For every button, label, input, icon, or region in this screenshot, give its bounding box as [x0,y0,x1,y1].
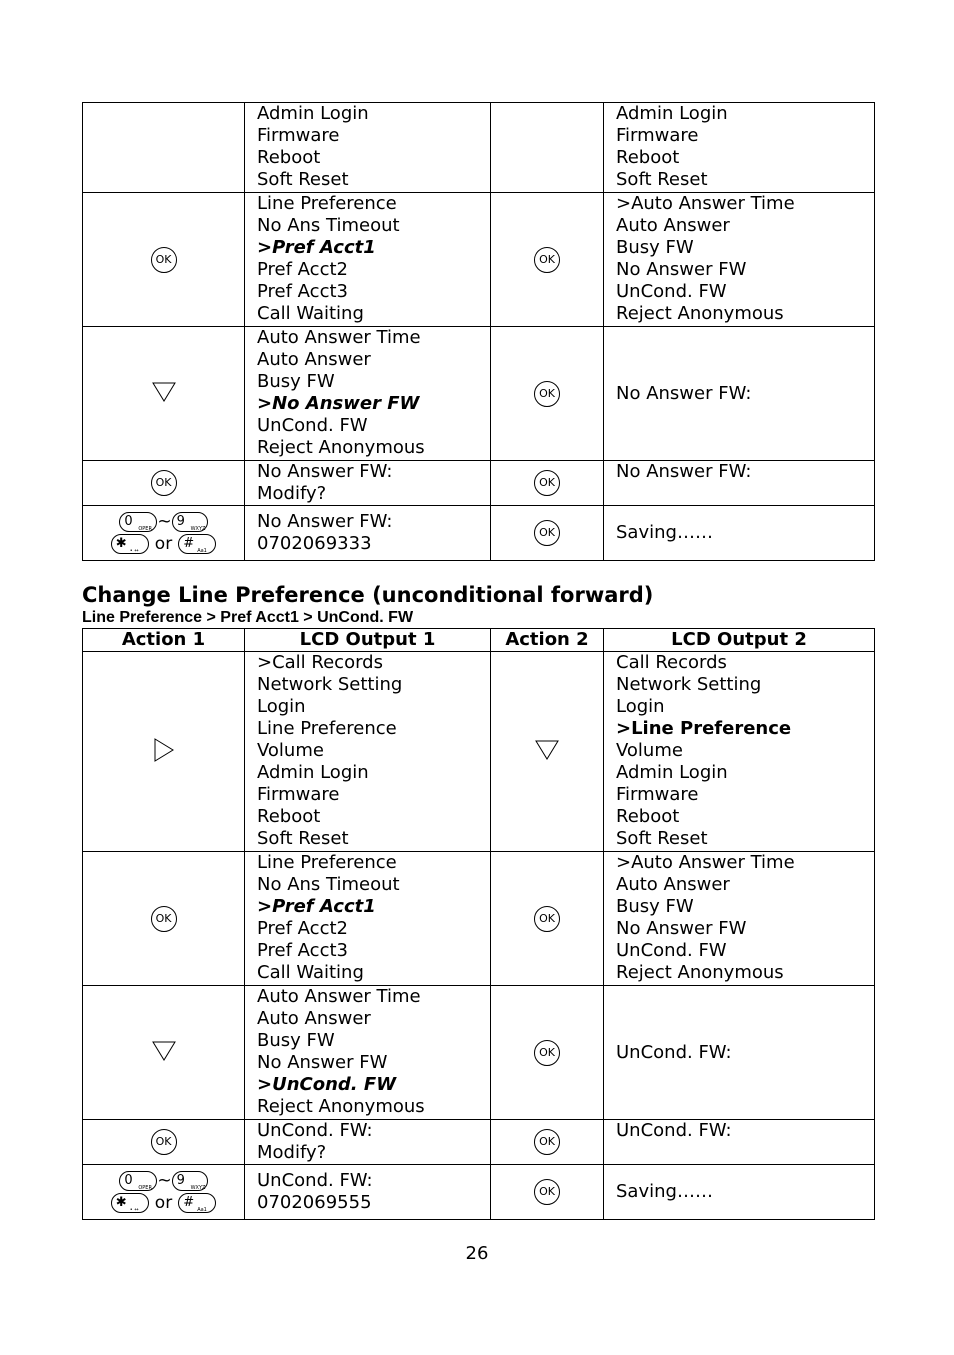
action2-cell [491,327,604,461]
lcd-line: Network Setting [257,674,403,695]
lcd-line: Saving…… [616,1181,713,1202]
action1-cell [83,852,245,986]
lcd-line: Auto Answer [257,1008,371,1029]
ok-button-icon: OK [151,1129,177,1155]
lcd-line: Soft Reset [257,169,349,190]
lcd-line: No Answer FW [616,259,747,280]
action2-cell [491,461,604,506]
ok-button-icon: OK [534,1040,560,1066]
ok-button-icon: OK [534,1129,560,1155]
action1-cell [83,506,245,561]
lcd-output-2-cell [604,506,875,561]
lcd-line: Reject Anonymous [616,962,784,983]
table-row [83,1120,875,1165]
lcd-line: Line Preference [257,193,397,214]
lcd-output-2-cell [604,327,875,461]
lcd-line: Volume [257,740,324,761]
lcd-output-2-cell [604,652,875,852]
key-star-icon: ✱ • ↔ [111,1193,149,1213]
lcd-output-1-cell [245,103,491,193]
key-hash-icon: # Aa1 [178,1193,216,1213]
lcd-line: No Answer FW: [257,461,393,482]
lcd-line: No Answer FW [616,918,747,939]
right-arrow-icon [153,737,175,763]
table-row [83,193,875,327]
tilde-symbol: ~ [157,511,172,532]
lcd-output-2-cell [604,193,875,327]
number-keys-icon [111,1169,216,1215]
lcd-output-1-cell [245,193,491,327]
lcd-output-1-cell [245,652,491,852]
lcd-line: 0702069333 [257,533,372,554]
lcd-output-2-cell [604,1165,875,1220]
lcd-line: Soft Reset [616,828,708,849]
ok-button-icon: OK [534,470,560,496]
lcd-line: Reject Anonymous [257,437,425,458]
table-row [83,852,875,986]
lcd-line: No Answer FW [257,1052,388,1073]
lcd-output-1-cell [245,1165,491,1220]
lcd-line: UnCond. FW [616,940,727,961]
lcd-line: Call Waiting [257,962,364,983]
section-title: Change Line Preference (unconditional forward) [82,583,654,607]
lcd-line-selected: >Pref Acct1 [257,237,376,258]
lcd-line: UnCond. FW: [257,1120,373,1141]
lcd-line: Firmware [257,784,340,805]
key-0-icon: 0 OPER [119,512,157,532]
lcd-line: Reject Anonymous [616,303,784,324]
lcd-line: Reject Anonymous [257,1096,425,1117]
lcd-line-selected: >Pref Acct1 [257,896,376,917]
lcd-line: Busy FW [616,237,694,258]
action2-cell [491,652,604,852]
down-arrow-icon [151,381,177,403]
ok-button-icon: OK [151,906,177,932]
lcd-output-2-cell [604,103,875,193]
lcd-line: Busy FW [616,896,694,917]
ok-button-icon: OK [534,520,560,546]
lcd-line: >Call Records [257,652,383,673]
lcd-line: 0702069555 [257,1192,372,1213]
action2-cell [491,103,604,193]
lcd-output-2-cell [604,461,875,506]
tilde-symbol: ~ [157,1170,172,1191]
lcd-line: Firmware [616,784,699,805]
ok-button-icon: OK [534,1179,560,1205]
lcd-line: Call Waiting [257,303,364,324]
lcd-line: No Answer FW: [616,461,752,482]
lcd-line: Pref Acct3 [257,940,348,961]
lcd-line-selected: >UnCond. FW [257,1074,397,1095]
lcd-line: UnCond. FW: [616,1041,732,1063]
ok-button-icon: OK [151,247,177,273]
lcd-line: >Auto Answer Time [616,852,795,873]
lcd-line: Reboot [257,806,321,827]
lcd-line: Line Preference [257,852,397,873]
lcd-line: Auto Answer [616,874,730,895]
lcd-line: Reboot [616,147,680,168]
table-row [83,986,875,1120]
key-9-icon: 9 WXYZ [172,512,208,532]
key-0-icon: 0 OPER [119,1171,157,1191]
table-row [83,103,875,193]
lcd-line: Admin Login [257,103,369,124]
or-label: or [154,1192,173,1213]
lcd-line: Pref Acct3 [257,281,348,302]
lcd-line: >Auto Answer Time [616,193,795,214]
action2-cell [491,986,604,1120]
action2-cell [491,852,604,986]
lcd-line: Soft Reset [257,828,349,849]
lcd-output-2-cell [604,986,875,1120]
key-star-icon: ✱ • ↔ [111,534,149,554]
lcd-line: Call Records [616,652,727,673]
action1-cell [83,103,245,193]
lcd-line: Reboot [616,806,680,827]
table-row [83,652,875,852]
column-header: LCD Output 2 [604,629,875,652]
lcd-line-selected: >Line Preference [616,718,792,739]
column-header: Action 1 [83,629,245,652]
lcd-line: Admin Login [616,103,728,124]
lcd-output-1-cell [245,986,491,1120]
lcd-line: Network Setting [616,674,762,695]
number-keys-icon [111,510,216,556]
lcd-line: Login [616,696,665,717]
action1-cell [83,193,245,327]
lcd-output-1-cell [245,327,491,461]
lcd-line: Soft Reset [616,169,708,190]
lcd-line: UnCond. FW [257,415,368,436]
key-9-icon: 9 WXYZ [172,1171,208,1191]
table-row [83,506,875,561]
action2-cell [491,506,604,561]
down-arrow-icon [534,739,560,761]
table-row [83,461,875,506]
lcd-line: Auto Answer [257,349,371,370]
lcd-line: Login [257,696,306,717]
lcd-line: Auto Answer Time [257,327,421,348]
table-header-row [83,629,875,652]
column-header: Action 2 [491,629,604,652]
lcd-line: UnCond. FW: [616,1120,732,1141]
lcd-output-1-cell [245,1120,491,1165]
steps-table-top [82,102,875,561]
action1-cell [83,461,245,506]
lcd-line: Firmware [616,125,699,146]
lcd-line: UnCond. FW [616,281,727,302]
lcd-line: No Answer FW: [616,382,752,404]
lcd-line: Volume [616,740,683,761]
ok-button-icon: OK [534,247,560,273]
lcd-line: Line Preference [257,718,397,739]
lcd-line: UnCond. FW: [257,1170,373,1191]
ok-button-icon: OK [534,906,560,932]
down-arrow-icon [151,1040,177,1062]
action1-cell [83,652,245,852]
action2-cell [491,193,604,327]
ok-button-icon: OK [534,381,560,407]
table-row [83,1165,875,1220]
lcd-line-selected: >No Answer FW [257,393,420,414]
or-label: or [154,533,173,554]
lcd-line: Pref Acct2 [257,918,348,939]
lcd-line: No Ans Timeout [257,874,400,895]
lcd-output-2-cell [604,852,875,986]
lcd-line: Busy FW [257,1030,335,1051]
steps-table-unconditional-forward [82,628,875,1220]
ok-button-icon: OK [151,470,177,496]
lcd-output-1-cell [245,852,491,986]
lcd-line: Modify? [257,1142,327,1163]
lcd-line: Reboot [257,147,321,168]
action1-cell [83,1165,245,1220]
page-number: 26 [465,1243,489,1264]
lcd-line: Auto Answer Time [257,986,421,1007]
lcd-line: Admin Login [257,762,369,783]
lcd-line: Pref Acct2 [257,259,348,280]
action2-cell [491,1165,604,1220]
lcd-output-1-cell [245,461,491,506]
table-row [83,327,875,461]
key-hash-icon: # Aa1 [178,534,216,554]
lcd-line: Saving…… [616,522,713,543]
column-header: LCD Output 1 [245,629,491,652]
lcd-line: No Ans Timeout [257,215,400,236]
lcd-output-2-cell [604,1120,875,1165]
action1-cell [83,986,245,1120]
action1-cell [83,327,245,461]
lcd-line: Auto Answer [616,215,730,236]
breadcrumb: Line Preference > Pref Acct1 > UnCond. FW [82,609,414,626]
lcd-line: Firmware [257,125,340,146]
lcd-output-1-cell [245,506,491,561]
lcd-line: Busy FW [257,371,335,392]
action1-cell [83,1120,245,1165]
lcd-line: No Answer FW: [257,511,393,532]
lcd-line: Admin Login [616,762,728,783]
action2-cell [491,1120,604,1165]
lcd-line: Modify? [257,483,327,504]
